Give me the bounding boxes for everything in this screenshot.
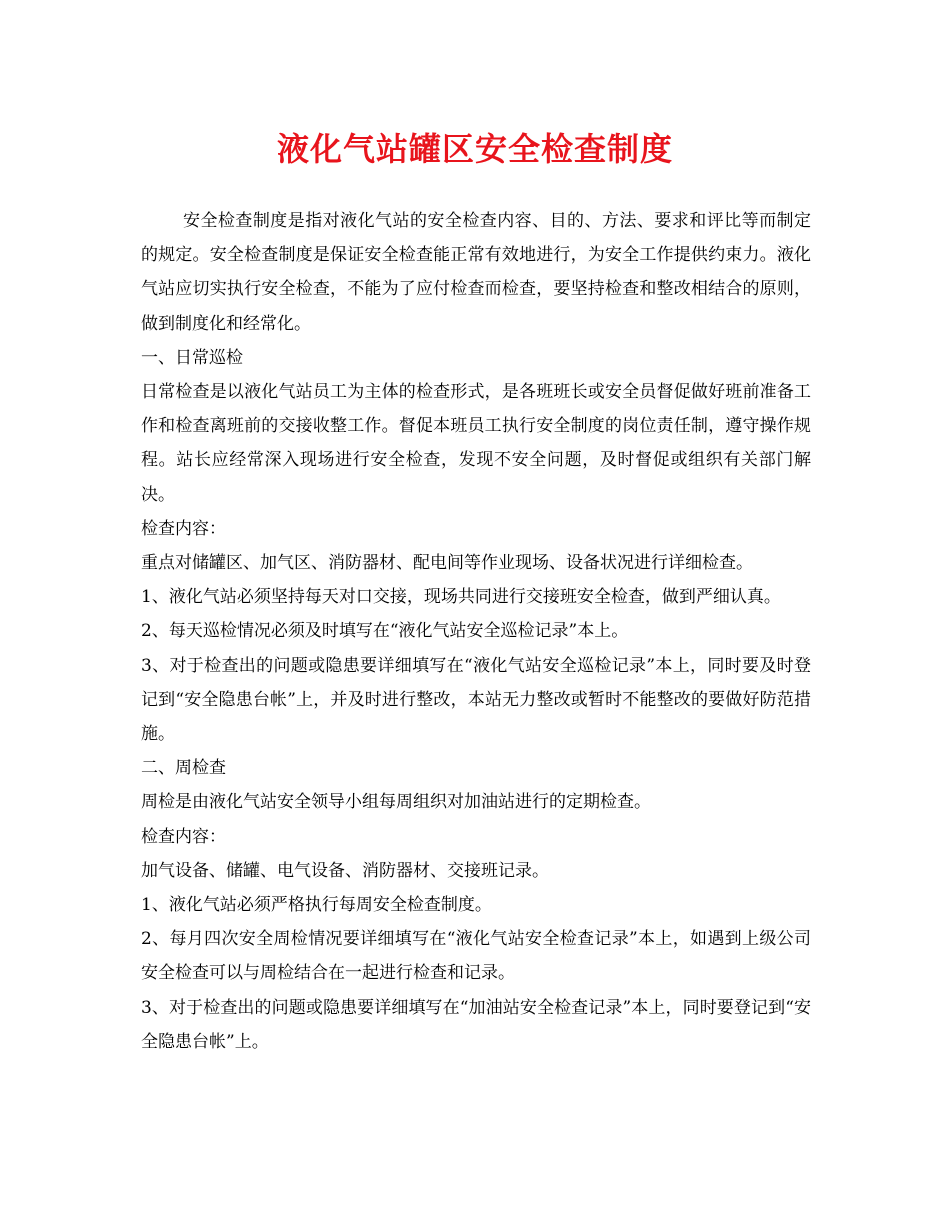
- daily-inspection-focus: 重点对储罐区、加气区、消防器材、配电间等作业现场、设备状况进行详细检查。: [141, 553, 753, 574]
- document-body: [141, 204, 811, 1059]
- daily-inspection-paragraph: 日常检查是以液化气站员工为主体的检查形式，是各班班长或安全员督促做好班前准备工作和检查离班前的交接收整工作。督促本班员工执行安全制度的岗位责任制，遵守操作规程。站长应经常深入现场进行安全检查，发现不安全问题，及时督促或组织有关部门解决。: [141, 382, 811, 505]
- section-heading-weekly-inspection: 二、周检查: [141, 758, 226, 779]
- section-heading-daily-inspection: 一、日常巡检: [141, 347, 243, 368]
- weekly-item-2: 2、每月四次安全周检情况要详细填写在“液化气站安全检查记录”本上，如遇到上级公司安全检查可以与周检结合在一起进行检查和记录。: [141, 929, 811, 984]
- daily-item-2: 2、每天巡检情况必须及时填写在“液化气站安全巡检记录”本上。: [141, 621, 629, 642]
- inspection-content-label: 检查内容：: [141, 826, 226, 847]
- weekly-item-3: 3、对于检查出的问题或隐患要详细填写在“加油站安全检查记录”本上，同时要登记到“安全隐患台帐”上。: [141, 997, 811, 1052]
- daily-item-3: 3、对于检查出的问题或隐患要详细填写在“液化气站安全巡检记录”本上，同时要及时登记到“安全隐患台帐”上，并及时进行整改，本站无力整改或暂时不能整改的要做好防范措施。: [141, 655, 811, 745]
- intro-paragraph: 安全检查制度是指对液化气站的安全检查内容、目的、方法、要求和评比等而制定的规定。安全检查制度是保证安全检查能正常有效地进行，为安全工作提供约束力。液化气站应切实执行安全检查，不能为了应付检查而检查，要坚持检查和整改相结合的原则，做到制度化和经常化。: [141, 211, 811, 334]
- document-title: 液化气站罐区安全检查制度: [276, 130, 673, 168]
- inspection-content-label: 检查内容：: [141, 518, 226, 539]
- weekly-inspection-paragraph: 周检是由液化气站安全领导小组每周组织对加油站进行的定期检查。: [141, 792, 651, 813]
- daily-item-1: 1、液化气站必须坚持每天对口交接，现场共同进行交接班安全检查，做到严细认真。: [141, 587, 781, 608]
- weekly-inspection-focus: 加气设备、储罐、电气设备、消防器材、交接班记录。: [141, 860, 549, 881]
- weekly-item-1: 1、液化气站必须严格执行每周安全检查制度。: [141, 895, 492, 916]
